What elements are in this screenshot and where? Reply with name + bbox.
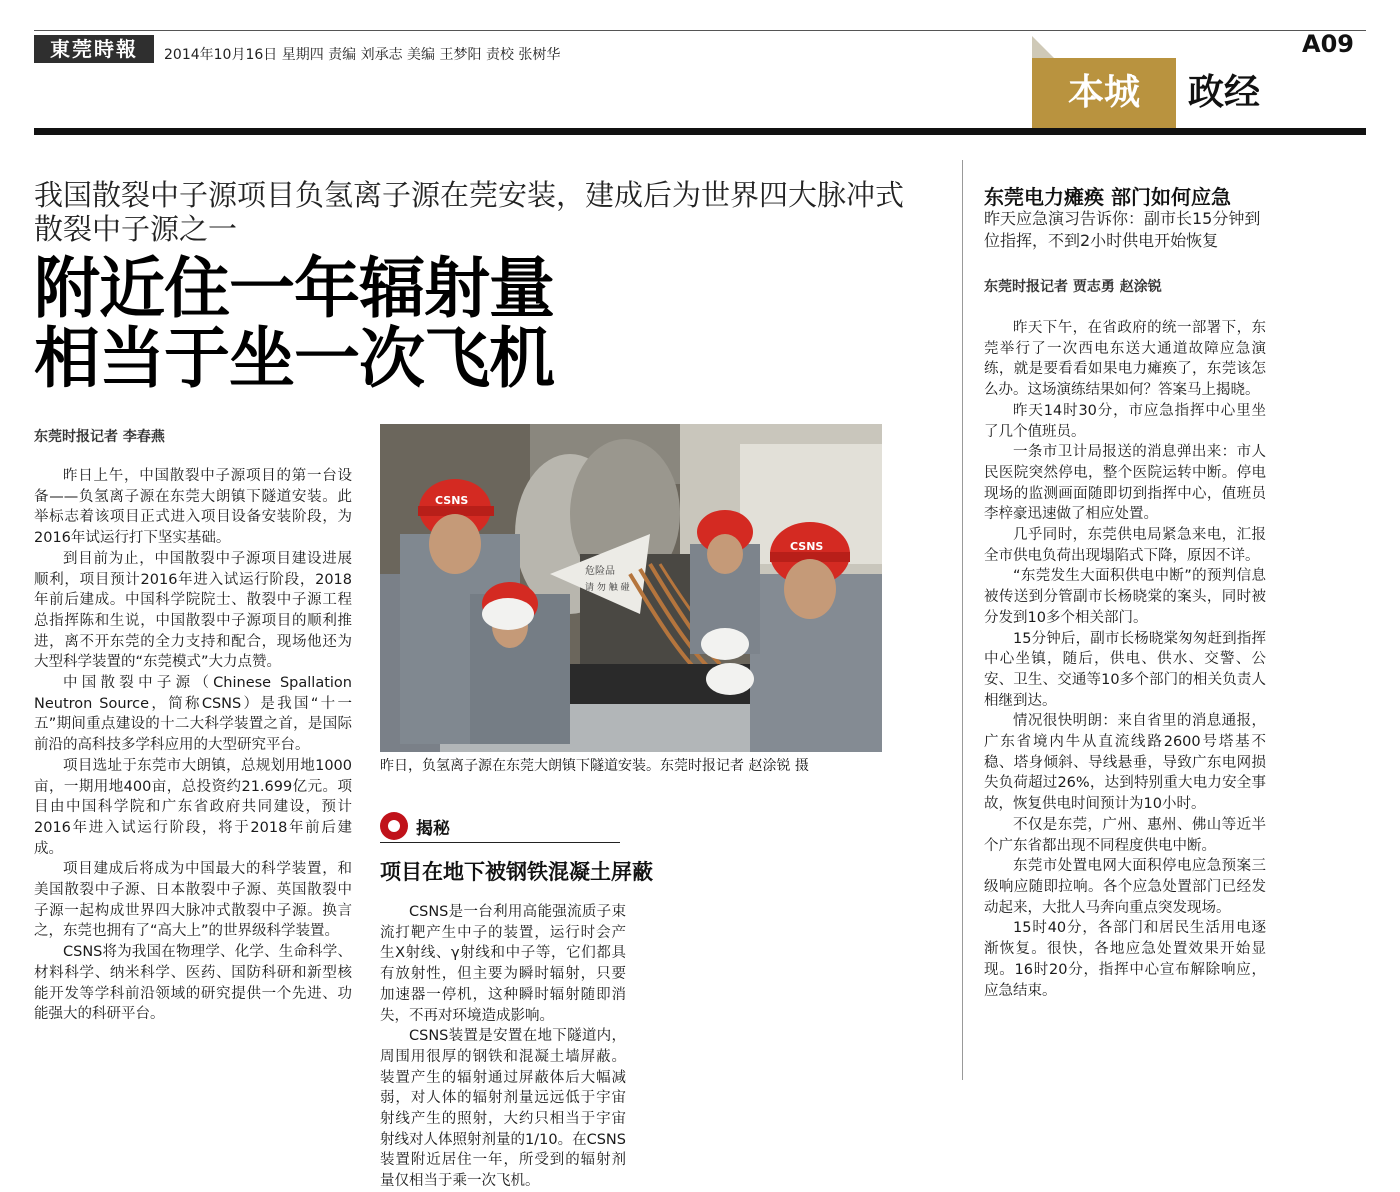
paragraph: 东莞市处置电网大面积停电应急预案三级响应随即拉响。各个应急处置部门已经发动起来，大批人马奔向重点突发现场。 xyxy=(984,858,1266,916)
paragraph: 不仅是东莞，广州、惠州、佛山等近半个广东省都出现不同程度供电中断。 xyxy=(984,816,1266,854)
paragraph: “东莞发生大面积供电中断”的预判信息被传送到分管副市长杨晓棠的案头，同时被分发到10多个相关部门。 xyxy=(984,568,1266,626)
side-article-subtitle: 昨天应急演习告诉你：副市长15分钟到位指挥，不到2小时供电开始恢复 xyxy=(984,209,1261,250)
paragraph: CSNS是一台利用高能强流质子束流打靶产生中子的装置，运行时会产生X射线、γ射线和中子等，它们都具有放射性，但主要为瞬时辐射，只要加速器一停机，这种瞬时辐射随即消失，不再对环境造成影响。 xyxy=(380,904,626,1024)
issue-meta: 2014年10月16日 星期四 责编 刘承志 美编 王梦阳 责校 张树华 xyxy=(164,47,561,63)
reveal-tag xyxy=(380,808,620,840)
reveal-tag-label: 揭秘 xyxy=(416,819,450,839)
news-photo xyxy=(380,424,882,752)
paragraph: 中国散裂中子源（Chinese Spallation Neutron Source，简称CSNS）是我国“十一五”期间重点建设的十二大科学装置之首，是国际前沿的高科技多学科应用的大型研究平台。 xyxy=(34,675,352,754)
paragraph: 几乎同时，东莞供电局紧急来电，汇报全市供电负荷出现塌陷式下降，原因不详。 xyxy=(984,527,1266,564)
paragraph: CSNS装置是安置在地下隧道内，周围用很厚的钢铁和混凝土墙屏蔽。装置产生的辐射通过屏蔽体后大幅减弱，对人体的辐射剂量远远低于宇宙射线产生的照射，大约只相当于宇宙射线对人体照射剂量的1/10。在CSNS装置附近居住一年，所受到的辐射剂量仅相当于乘一次飞机。 xyxy=(380,1028,626,1190)
photo-caption: 昨日，负氢离子源在东莞大朗镇下隧道安装。东莞时报记者 赵涂锐 摄 xyxy=(380,758,809,774)
hazard-label-2: 请 勿 触 碰 xyxy=(585,583,630,593)
section-tag: 本城 xyxy=(1032,58,1176,128)
paragraph: 15分钟后，副市长杨晓棠匆匆赶到指挥中心坐镇，随后，供电、供水、交警、公安、卫生、交通等10多个部门的相关负责人相继到达。 xyxy=(984,630,1266,709)
paragraph: 项目建成后将成为中国最大的科学装置，和美国散裂中子源、日本散裂中子源、英国散裂中子源一起构成世界四大脉冲式散裂中子源。换言之，东莞也拥有了“高大上”的世界级科学装置。 xyxy=(34,861,352,940)
paragraph: 一条市卫计局报送的消息弹出来：市人民医院突然停电，整个医院运转中断。停电现场的监测画面随即切到指挥中心，值班员李梓豪迅速做了相应处置。 xyxy=(984,444,1266,523)
helmet-logo: CSNS xyxy=(435,494,469,507)
article-headline xyxy=(34,250,734,397)
column-divider xyxy=(962,160,963,1080)
headline-line-2: 相当于坐一次飞机 xyxy=(34,320,554,397)
paragraph: CSNS将为我国在物理学、化学、生命科学、材料科学、纳米科学、医药、国防科研和新型核能开发等学科前沿领域的研究提供一个先进、功能强大的科研平台。 xyxy=(34,944,352,1023)
paragraph: 15时40分，各部门和居民生活用电逐渐恢复。很快，各地应急处置效果开始显现。16时20分，指挥中心宣布解除响应，应急结束。 xyxy=(984,920,1266,999)
side-article-byline: 东莞时报记者 贾志勇 赵涂锐 xyxy=(984,279,1162,295)
reveal-column-1 xyxy=(380,902,626,1192)
paragraph: 项目选址于东莞市大朗镇，总规划用地1000亩，一期用地400亩，总投资约21.699亿元。项目由中国科学院和广东省政府共同建设，预计2016年进入试运行阶段，将于2018年前后建成。 xyxy=(34,757,352,857)
paper-logo: 東莞時報 xyxy=(34,35,154,63)
reveal-subheadline: 项目在地下被钢铁混凝土屏蔽 xyxy=(380,860,653,884)
section-name: 政经 xyxy=(1188,72,1261,113)
side-article-title: 东莞电力瘫痪 部门如何应急 xyxy=(984,185,1231,209)
paragraph: 昨天下午，在省政府的统一部署下，东莞举行了一次西电东送大通道故障应急演练，就是要看看如果电力瘫痪了，东莞该怎么办。这场演练结果如何？答案马上揭晓。 xyxy=(984,320,1266,399)
paragraph: 到目前为止，中国散裂中子源项目建设进展顺利，项目预计2016年进入试运行阶段，2018年前后建成。中国科学院院士、散裂中子源工程总指挥陈和生说，中国散裂中子源项目的顺利推进，离不开东莞的全力支持和配合，现场他还为大型科学装置的“东莞模式”大力点赞。 xyxy=(34,550,352,671)
page-number: A09 xyxy=(1302,30,1354,58)
article-byline: 东莞时报记者 李春燕 xyxy=(34,429,165,445)
headline-line-1: 附近住一年辐射量 xyxy=(34,250,554,327)
paragraph: 昨日上午，中国散裂中子源项目的第一台设备——负氢离子源在东莞大朗镇下隧道安装。此举标志着该项目正式进入项目设备安装阶段，为2016年试运行打下坚实基础。 xyxy=(34,468,352,547)
helmet-logo: CSNS xyxy=(790,540,824,553)
paragraph: 昨天14时30分，市应急指挥中心里坐了几个值班员。 xyxy=(984,402,1266,440)
top-rule xyxy=(34,30,1366,31)
photo-illustration xyxy=(380,424,882,752)
header-rule xyxy=(34,128,1366,135)
paragraph: 情况很快明朗：来自省里的消息通报，广东省境内牛从直流线路2600号塔基不稳、塔身倾斜、导线悬垂，导致广东电网损失负荷超过26%，达到特别重大电力安全事故，恢复供电时间预计为10小时。 xyxy=(984,713,1266,813)
article-body-column xyxy=(34,466,352,1025)
hazard-label: 危险品 xyxy=(585,566,615,577)
side-article-body xyxy=(984,318,1266,1001)
article-kicker: 我国散裂中子源项目负氢离子源在莞安装，建成后为世界四大脉冲式散裂中子源之一 xyxy=(34,178,905,246)
